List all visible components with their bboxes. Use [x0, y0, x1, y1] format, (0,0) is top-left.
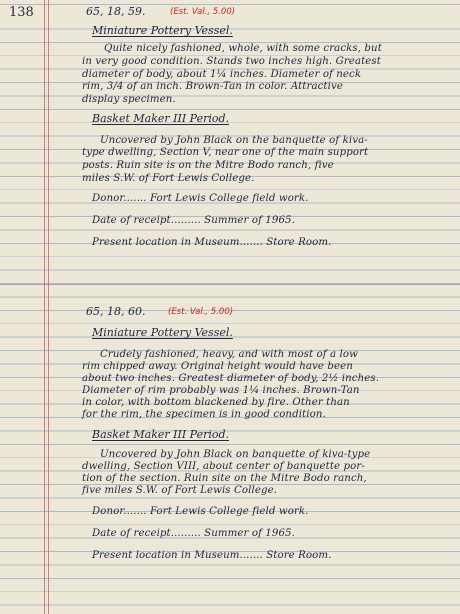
- entry-1-description-line: Quite nicely fashioned, whole, with some cracks, but: [104, 43, 382, 54]
- entry-1-context-line: miles S.W. of Fort Lewis College.: [82, 173, 255, 184]
- entry-2-date-of-receipt: Date of receipt......... Summer of 1965.: [92, 528, 295, 539]
- entry-1-date-of-receipt: Date of receipt......... Summer of 1965.: [92, 215, 295, 226]
- entry-1-context-line: posts. Ruin site is on the Mitre Bodo ranch, five: [82, 160, 334, 171]
- page-number: 138: [9, 5, 34, 20]
- entry-2-description-line: in color, with bottom blackened by fire. Other than: [82, 397, 350, 408]
- margin-line-right: [48, 0, 49, 614]
- entry-2-description-line: rim chipped away. Original height would have been: [82, 361, 353, 372]
- entry-2-catalog-number: 65, 18, 60.: [86, 305, 146, 318]
- entry-1-context-line: Uncovered by John Black on the banquette of kiva-: [100, 135, 368, 146]
- entry-2-period: Basket Maker III Period.: [92, 428, 230, 441]
- entry-1-description-line: display specimen.: [82, 94, 176, 105]
- entry-1-catalog-number: 65, 18, 59.: [86, 5, 146, 18]
- entry-2-context-line: tion of the section. Ruin site on the Mitre Bodo ranch,: [82, 473, 367, 484]
- entry-2-description-line: for the rim, the specimen is in good condition.: [82, 409, 326, 420]
- entry-2-description-line: about two inches. Greatest diameter of body, 2½ inches.: [82, 373, 380, 384]
- entry-1-description-line: in very good condition. Stands two inches high. Greatest: [82, 56, 381, 67]
- entry-2-description-line: Diameter of rim probably was 1¼ inches. Brown-Tan: [82, 385, 360, 396]
- entry-1-context-line: type dwelling, Section V, near one of the main support: [82, 147, 369, 158]
- entry-1-donor: Donor....... Fort Lewis College field work.: [92, 193, 309, 204]
- entry-1-description-line: diameter of body, about 1¼ inches. Diameter of neck: [82, 69, 362, 80]
- entry-1-period: Basket Maker III Period.: [92, 112, 230, 125]
- entry-1-title: Miniature Pottery Vessel.: [92, 24, 233, 37]
- entry-1-value-note: (Est. Val., 5.00): [170, 7, 236, 17]
- entry-1-description-line: rim, 3/4 of an inch. Brown-Tan in color. Attractive: [82, 81, 343, 92]
- entry-2-value-note: (Est. Val., 5.00): [168, 307, 234, 317]
- entry-2-context-line: Uncovered by John Black on banquette of kiva-type: [100, 449, 371, 460]
- entry-2-present-location: Present location in Museum....... Store Room.: [92, 550, 332, 561]
- entry-2-context-line: dwelling, Section VIII, about center of banquette por-: [82, 461, 365, 472]
- entry-1-present-location: Present location in Museum....... Store Room.: [92, 237, 332, 248]
- entry-divider: [0, 284, 460, 285]
- entry-2-title: Miniature Pottery Vessel.: [92, 326, 233, 339]
- margin-line-left: [44, 0, 45, 614]
- entry-2-context-line: five miles S.W. of Fort Lewis College.: [82, 485, 278, 496]
- entry-2-description-line: Crudely fashioned, heavy, and with most of a low: [100, 349, 358, 360]
- entry-2-donor: Donor....... Fort Lewis College field work.: [92, 506, 309, 517]
